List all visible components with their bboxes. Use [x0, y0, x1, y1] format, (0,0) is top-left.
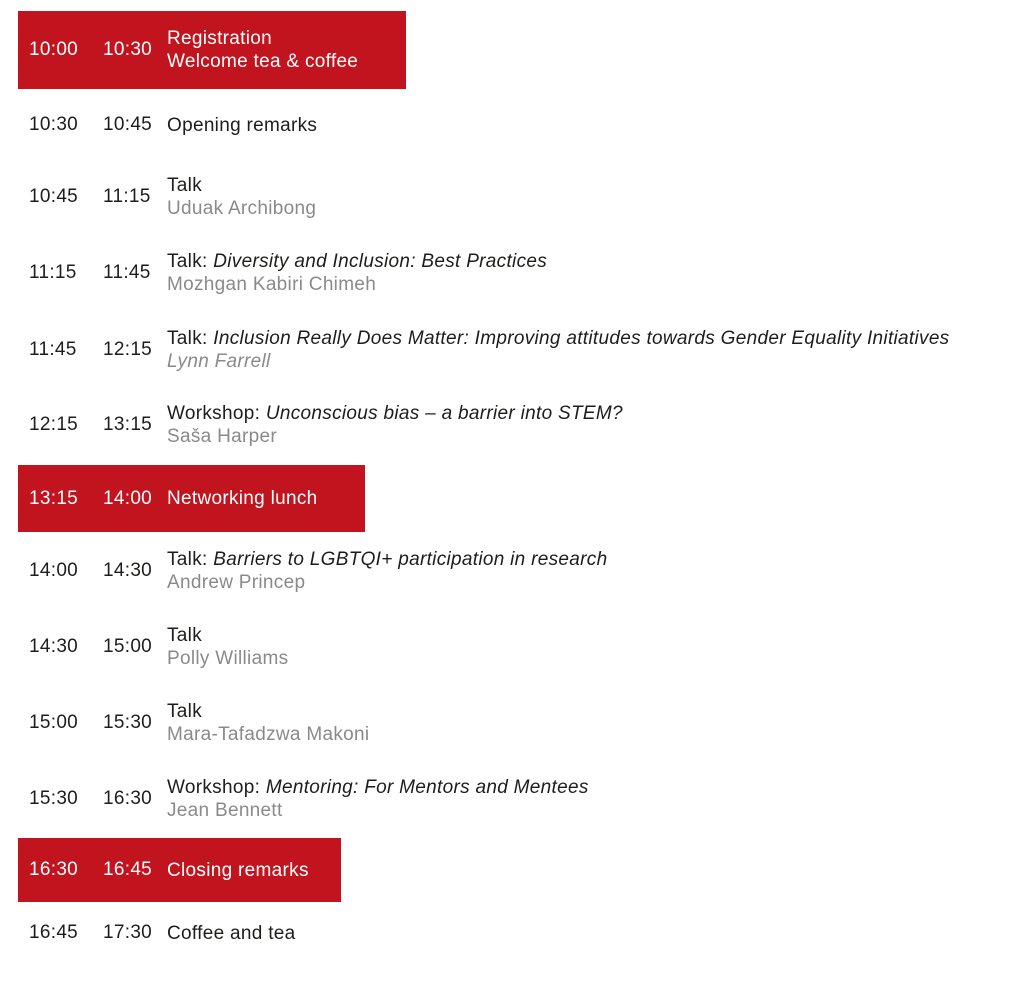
event-talk-name: Barriers to LGBTQI+ participation in research [213, 549, 608, 570]
event-title [167, 776, 1024, 799]
event-speaker: Lynn Farrell [167, 351, 271, 372]
end-time: 16:45 [103, 859, 153, 880]
event-description [167, 27, 406, 73]
start-time: 14:30 [29, 636, 79, 657]
event-subtitle: Welcome tea & coffee [167, 51, 359, 72]
end-time: 15:00 [103, 636, 153, 657]
end-time: 10:30 [103, 39, 153, 60]
end-time: 11:15 [103, 186, 151, 207]
start-time: 15:30 [29, 788, 79, 809]
event-description [167, 174, 1024, 220]
event-description [167, 624, 1024, 670]
schedule-row-talk-princep [0, 548, 1024, 594]
event-talk-name: Diversity and Inclusion: Best Practices [213, 251, 548, 272]
start-time: 11:45 [29, 339, 77, 360]
event-speaker: Saša Harper [167, 426, 277, 447]
event-title: Networking lunch [167, 488, 318, 509]
event-speaker: Uduak Archibong [167, 198, 317, 219]
start-time: 12:15 [29, 414, 79, 435]
event-title: Talk [167, 625, 202, 646]
schedule-row-talk-makoni [0, 700, 1024, 746]
end-time: 14:00 [103, 487, 153, 509]
schedule-row-coffee [0, 923, 1024, 943]
start-time: 16:30 [29, 859, 79, 880]
event-speaker: Polly Williams [167, 648, 289, 669]
event-description [167, 327, 1024, 373]
start-time: 10:45 [29, 186, 79, 207]
schedule-row-opening-remarks [0, 115, 1024, 135]
event-title: Registration [167, 28, 272, 49]
event-speaker: Jean Bennett [167, 800, 283, 821]
end-time: 14:30 [103, 560, 153, 581]
event-type: Talk: [167, 251, 208, 272]
start-time: 10:00 [29, 39, 79, 60]
event-title [167, 402, 1024, 425]
event-talk-name: Mentoring: For Mentors and Mentees [265, 777, 589, 798]
end-time: 10:45 [103, 114, 153, 135]
event-type: Workshop: [167, 777, 261, 798]
event-description [167, 250, 1024, 296]
schedule-row-highlight-lunch [18, 465, 365, 532]
start-time: 13:15 [29, 487, 79, 509]
end-time: 16:30 [103, 788, 153, 809]
event-title [167, 250, 1024, 273]
end-time: 17:30 [103, 922, 153, 943]
event-talk-name: Unconscious bias – a barrier into STEM? [265, 403, 623, 424]
event-type: Talk: [167, 549, 208, 570]
start-time: 11:15 [29, 262, 77, 283]
event-description [167, 487, 365, 510]
schedule-row-talk-williams [0, 624, 1024, 670]
event-type: Workshop: [167, 403, 261, 424]
end-time: 11:45 [103, 262, 151, 283]
event-title [167, 327, 1024, 350]
end-time: 15:30 [103, 712, 153, 733]
schedule-row-highlight-registration [18, 11, 406, 89]
event-description [167, 114, 1024, 137]
event-speaker: Mozhgan Kabiri Chimeh [167, 274, 377, 295]
event-title: Coffee and tea [167, 922, 296, 944]
schedule-row-workshop-harper [0, 402, 1024, 448]
event-title [167, 548, 1024, 571]
schedule-row-workshop-bennett [0, 776, 1024, 822]
event-speaker: Mara-Tafadzwa Makoni [167, 724, 370, 745]
schedule-row-talk-farrell [0, 327, 1024, 373]
event-description [167, 922, 1024, 945]
schedule-row-talk-chimeh [0, 250, 1024, 296]
end-time: 12:15 [103, 339, 153, 360]
event-title: Opening remarks [167, 114, 318, 136]
schedule-row-highlight-closing [18, 838, 341, 902]
event-title: Closing remarks [167, 859, 309, 881]
start-time: 10:30 [29, 114, 79, 135]
event-description [167, 776, 1024, 822]
start-time: 16:45 [29, 922, 79, 943]
event-speaker: Andrew Princep [167, 572, 306, 593]
event-description [167, 859, 341, 882]
schedule-row-talk-archibong [0, 174, 1024, 220]
event-description [167, 402, 1024, 448]
start-time: 15:00 [29, 712, 79, 733]
event-title: Talk [167, 701, 202, 722]
start-time: 14:00 [29, 560, 79, 581]
event-title: Talk [167, 175, 202, 196]
event-type: Talk: [167, 328, 208, 349]
event-description [167, 700, 1024, 746]
event-description [167, 548, 1024, 594]
event-talk-name: Inclusion Really Does Matter: Improving attitudes towards Gender Equality Initiatives [213, 328, 950, 349]
end-time: 13:15 [103, 414, 153, 435]
